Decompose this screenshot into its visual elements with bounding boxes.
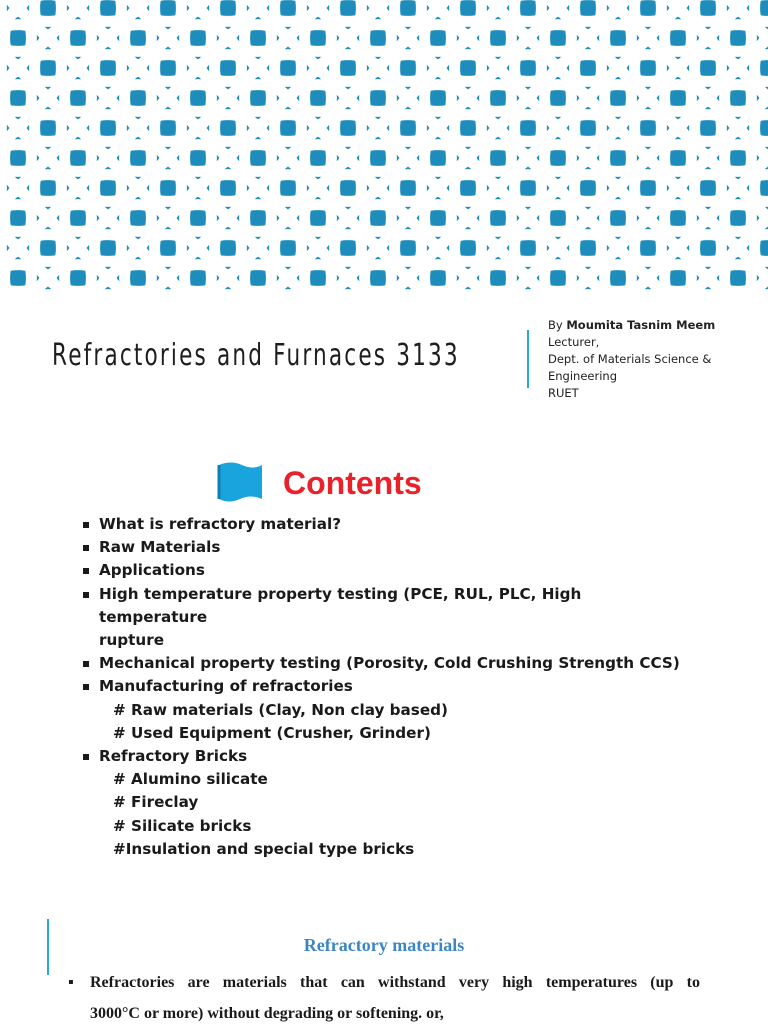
title-divider <box>527 330 529 388</box>
circle-lattice-pattern <box>0 0 768 290</box>
contents-item: # Used Equipment (Crusher, Grinder) <box>113 723 431 742</box>
contents-item: Mechanical property testing (Porosity, Cold Crushing Strength CCS) <box>80 652 680 675</box>
definition-text-2: 3000°C or more) without degrading or softening. <box>90 1005 423 1022</box>
contents-item: Manufacturing of refractories <box>80 675 680 698</box>
author-department: Dept. of Materials Science & Engineering <box>548 352 712 383</box>
presentation-title: Refractories and Furnaces 3133 <box>52 338 460 373</box>
contents-item: #Insulation and special type bricks <box>113 839 415 858</box>
contents-item: # Raw materials (Clay, Non clay based) <box>113 700 448 719</box>
by-prefix: By <box>548 318 567 332</box>
contents-item: Refractory Bricks <box>80 745 680 768</box>
refractory-materials-slide <box>0 905 768 1024</box>
bullet-marker: ▪ <box>68 974 74 991</box>
author-line <box>548 317 758 334</box>
contents-heading: Contents <box>283 465 422 501</box>
contents-item: # Silicate bricks <box>113 816 252 835</box>
definition-or: or, <box>422 1005 444 1022</box>
decorative-banner <box>0 0 768 290</box>
contents-slide <box>0 415 768 905</box>
contents-item: What is refractory material? <box>80 513 680 536</box>
title-slide <box>0 290 768 415</box>
author-role: Lecturer, <box>548 335 600 349</box>
refractory-heading: Refractory materials <box>303 935 465 955</box>
author-institution: RUET <box>548 386 579 400</box>
definition-line-1 <box>70 967 700 998</box>
contents-item: Applications <box>80 559 680 582</box>
definition-text-1: Refractories are materials that can withstand very high temperatures (up to <box>90 974 700 991</box>
author-name: Moumita Tasnim Meem <box>566 318 716 332</box>
flag-icon <box>216 461 264 507</box>
contents-item: High temperature property testing (PCE, RUL, PLC, High temperature <box>80 583 680 629</box>
contents-item: rupture <box>99 631 165 650</box>
contents-list <box>80 513 680 861</box>
contents-item: # Alumino silicate <box>113 770 268 789</box>
author-byline <box>548 317 758 402</box>
definition-line-2 <box>90 998 444 1024</box>
contents-item: # Fireclay <box>113 793 199 812</box>
contents-item: Raw Materials <box>80 536 680 559</box>
